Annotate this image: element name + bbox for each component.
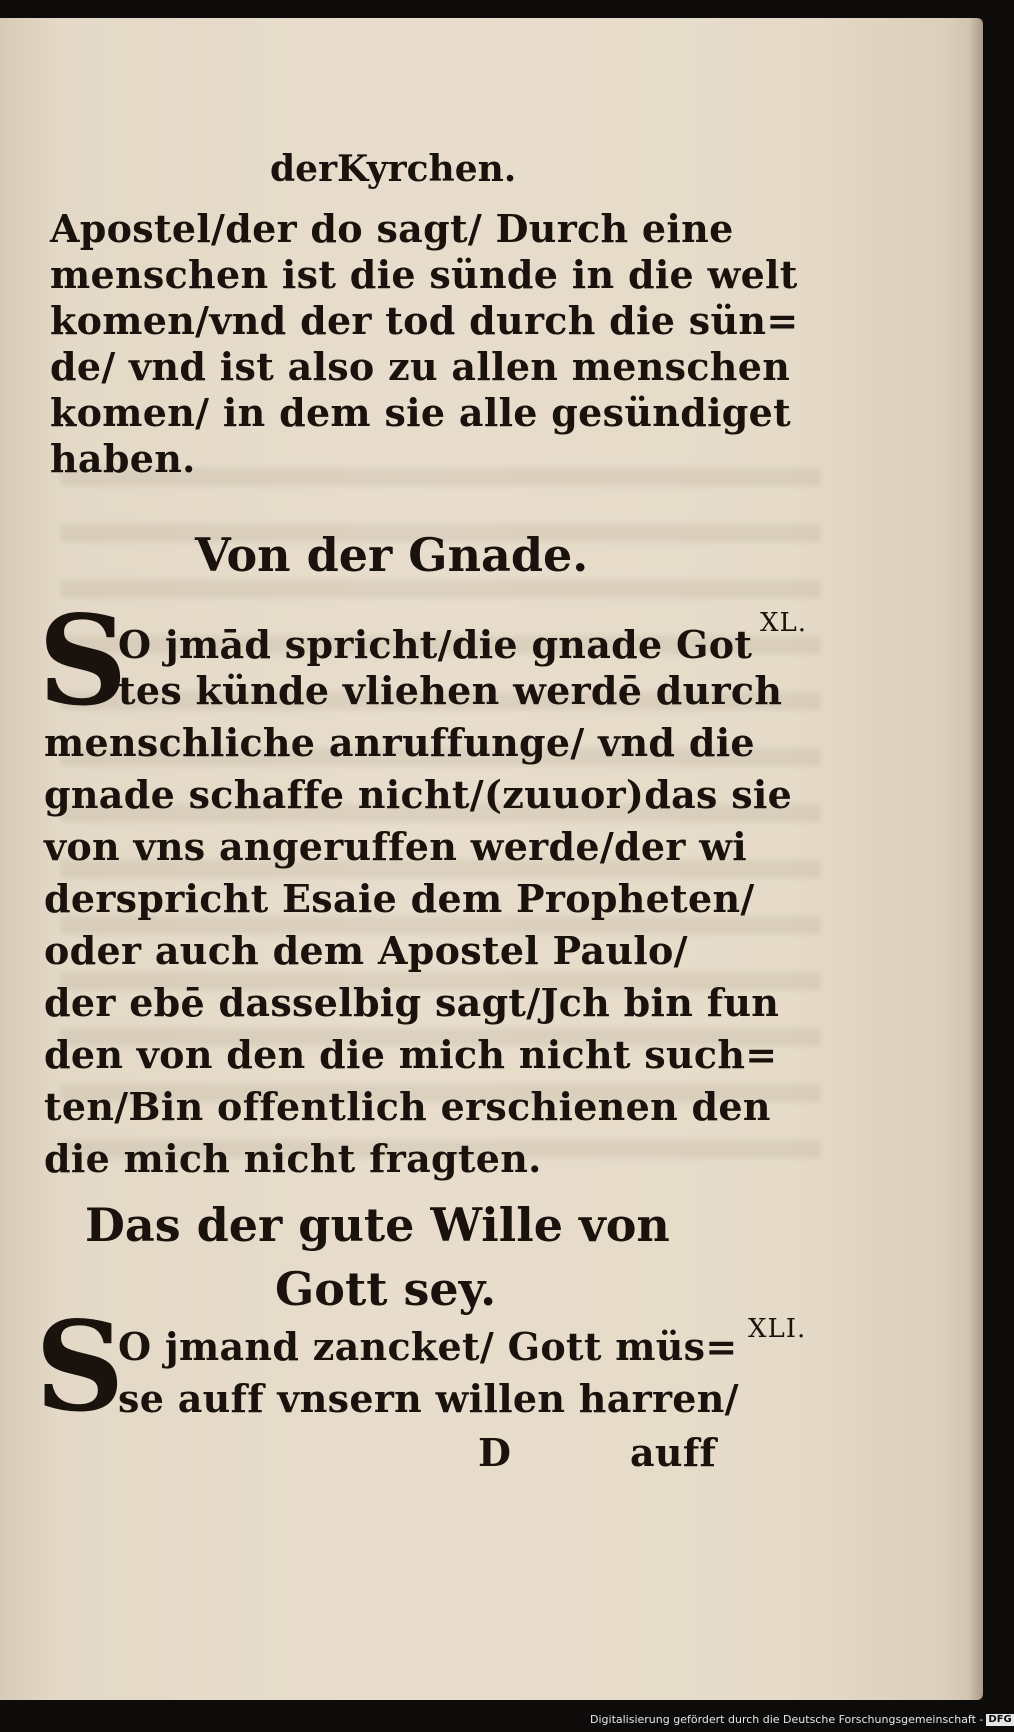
text-line: tes künde vliehen werdē durch xyxy=(118,668,783,713)
text-line: O jmand zancket/ Gott müs= xyxy=(118,1324,738,1369)
dfg-logo: DFG xyxy=(988,1714,1012,1725)
text-line: gnade schaffe nicht/(zuuor)das sie xyxy=(44,772,793,817)
text-line: ten/Bin offentlich erschienen den xyxy=(44,1084,771,1129)
credit-text: Digitalisierung gefördert durch die Deutsche Forschungsgemeinschaft - xyxy=(590,1713,984,1726)
text-line: de/ vnd ist also zu allen menschen xyxy=(50,344,791,389)
text-line: se auff vnsern willen harren/ xyxy=(118,1376,739,1421)
text-line: die mich nicht fragten. xyxy=(44,1136,542,1181)
book-page xyxy=(0,18,983,1700)
section-heading-continued: Gott sey. xyxy=(275,1262,497,1316)
drop-initial: S xyxy=(38,589,128,734)
catchword: auff xyxy=(630,1430,717,1475)
text-line: O jmād spricht/die gnade Got xyxy=(118,622,753,667)
margin-number: XL. xyxy=(760,608,808,638)
running-title: derKyrchen. xyxy=(270,148,517,190)
text-line: den von den die mich nicht such= xyxy=(44,1032,778,1077)
text-line: menschen ist die sünde in die welt xyxy=(50,252,798,297)
text-line: Apostel/der do sagt/ Durch eine xyxy=(50,206,734,251)
text-line: von vns angeruffen werde/der wi xyxy=(44,824,747,869)
drop-initial: S xyxy=(35,1295,125,1440)
margin-number: XLI. xyxy=(748,1314,807,1344)
section-heading: Von der Gnade. xyxy=(195,528,589,582)
signature-mark: D xyxy=(478,1430,512,1475)
text-line: haben. xyxy=(50,436,196,481)
text-line: menschliche anruffunge/ vnd die xyxy=(44,720,755,765)
section-heading: Das der gute Wille von xyxy=(85,1198,670,1252)
text-line: komen/vnd der tod durch die sün= xyxy=(50,298,799,343)
digitization-credit xyxy=(590,1713,1014,1726)
text-line: der ebē dasselbig sagt/Jch bin fun xyxy=(44,980,780,1025)
text-line: oder auch dem Apostel Paulo/ xyxy=(44,928,688,973)
text-line: komen/ in dem sie alle gesündiget xyxy=(50,390,792,435)
text-line: derspricht Esaie dem Propheten/ xyxy=(44,876,755,921)
